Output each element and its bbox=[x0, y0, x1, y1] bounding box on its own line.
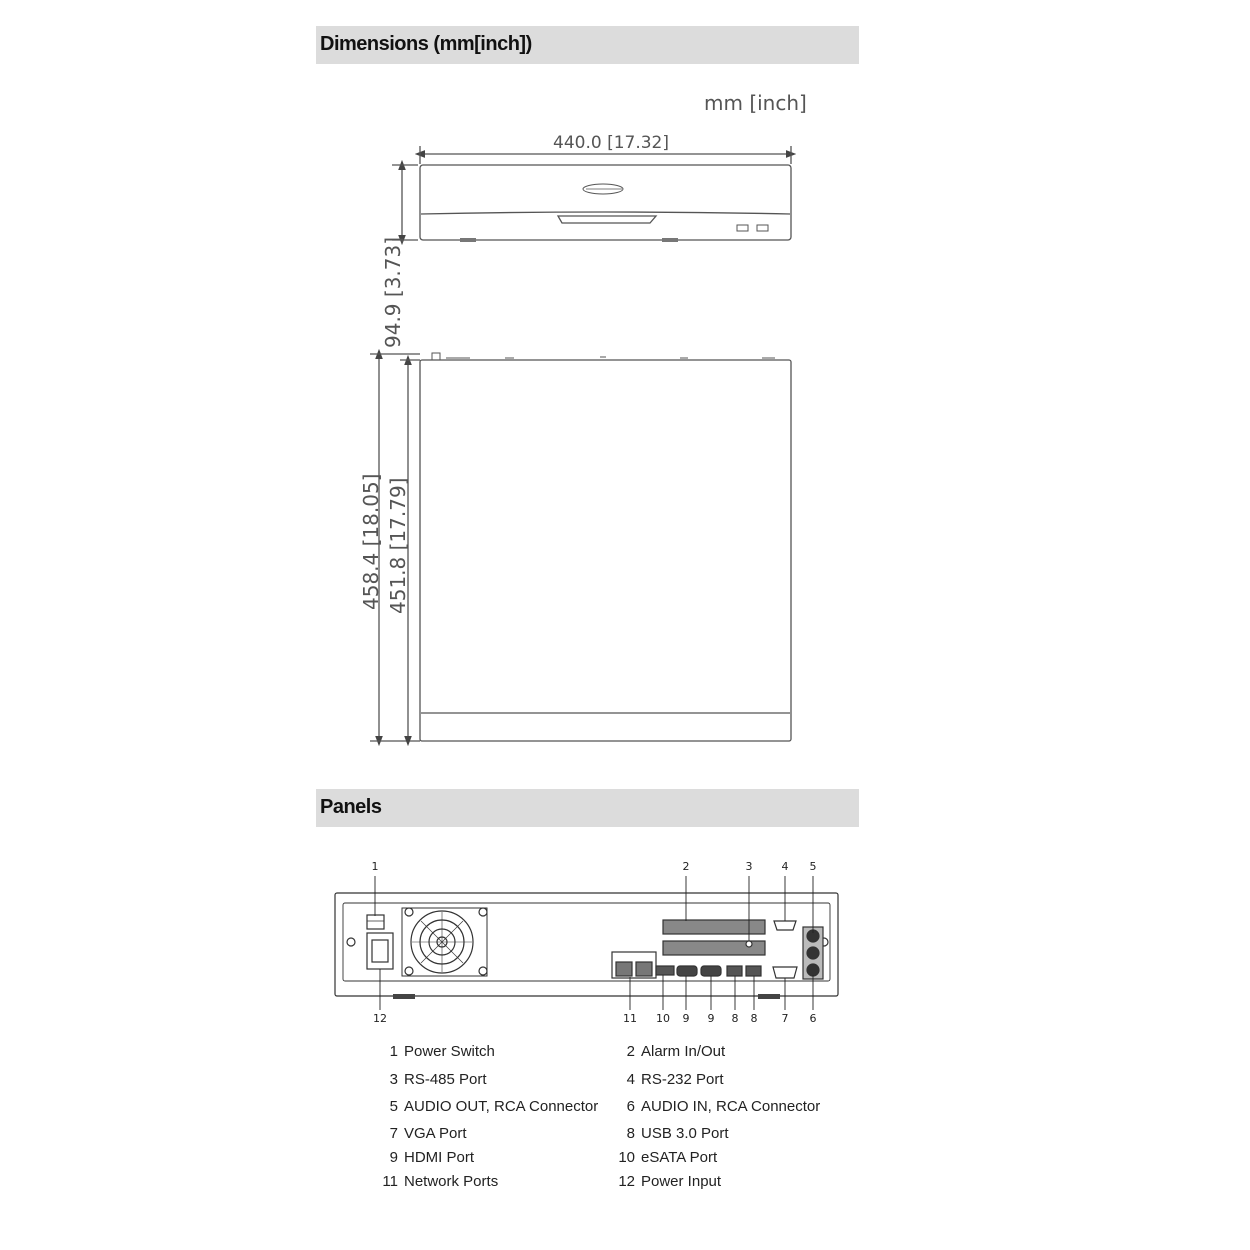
callout-number: 3 bbox=[745, 860, 753, 873]
vga-port bbox=[773, 967, 797, 978]
front-usb-icon bbox=[737, 225, 748, 231]
unit-label: mm [inch] bbox=[704, 91, 807, 115]
legend-item: 4 RS-232 Port bbox=[626, 1071, 724, 1088]
legend-item: 3 RS-485 Port bbox=[389, 1071, 487, 1088]
legend-item: 9 HDMI Port bbox=[389, 1149, 475, 1166]
callout-number: 4 bbox=[781, 860, 789, 873]
callout-number: 8 bbox=[750, 1012, 758, 1025]
callout-number: 11 bbox=[623, 1012, 637, 1025]
callout-number: 5 bbox=[809, 860, 817, 873]
callout-number: 9 bbox=[707, 1012, 715, 1025]
front-view bbox=[381, 91, 807, 348]
callout-number: 2 bbox=[682, 860, 690, 873]
legend-item: 5 AUDIO OUT, RCA Connector bbox=[389, 1098, 599, 1115]
callout-number: 8 bbox=[731, 1012, 739, 1025]
legend-item: 11 Network Ports bbox=[382, 1173, 499, 1190]
callout-number: 12 bbox=[373, 1012, 387, 1025]
audio-out-rca bbox=[807, 947, 819, 959]
fan-grill bbox=[402, 908, 487, 976]
legend-item: 10 eSATA Port bbox=[618, 1149, 718, 1166]
depth-total-dimension: 458.4 [18.05] bbox=[359, 473, 383, 610]
usb3-port bbox=[746, 966, 761, 976]
dimensions-title: Dimensions (mm[inch]) bbox=[320, 33, 532, 55]
hdmi-port bbox=[701, 966, 721, 976]
rear-panel bbox=[335, 893, 838, 999]
legend-item: 8 USB 3.0 Port bbox=[626, 1125, 729, 1142]
callout-number: 6 bbox=[809, 1012, 817, 1025]
top-view bbox=[359, 353, 791, 741]
callout-number: 1 bbox=[371, 860, 379, 873]
power-input bbox=[367, 933, 393, 969]
rs232-port bbox=[774, 921, 796, 930]
panels-title: Panels bbox=[320, 796, 382, 818]
power-switch bbox=[367, 915, 384, 929]
width-dimension: 440.0 [17.32] bbox=[553, 133, 670, 153]
alarm-terminals bbox=[663, 920, 765, 955]
depth-body-dimension: 451.8 [17.79] bbox=[386, 477, 410, 614]
rs485-port bbox=[746, 941, 752, 947]
height-dimension: 94.9 [3.73] bbox=[381, 236, 405, 348]
brand-logo bbox=[583, 184, 623, 194]
legend-item: 6 AUDIO IN, RCA Connector bbox=[626, 1098, 821, 1115]
front-usb-icon bbox=[757, 225, 768, 231]
usb3-port bbox=[727, 966, 742, 976]
callout-number: 10 bbox=[656, 1012, 670, 1025]
legend-item: 1 Power Switch bbox=[389, 1043, 495, 1060]
audio-in-rca bbox=[807, 964, 819, 976]
callout-number: 7 bbox=[781, 1012, 789, 1025]
legend-item: 2 Alarm In/Out bbox=[626, 1043, 726, 1060]
callout-number: 9 bbox=[682, 1012, 690, 1025]
hdmi-port bbox=[677, 966, 697, 976]
legend-item: 12 Power Input bbox=[618, 1173, 722, 1190]
legend-item: 7 VGA Port bbox=[389, 1125, 467, 1142]
esata-port bbox=[656, 966, 674, 975]
network-ports bbox=[612, 952, 656, 978]
